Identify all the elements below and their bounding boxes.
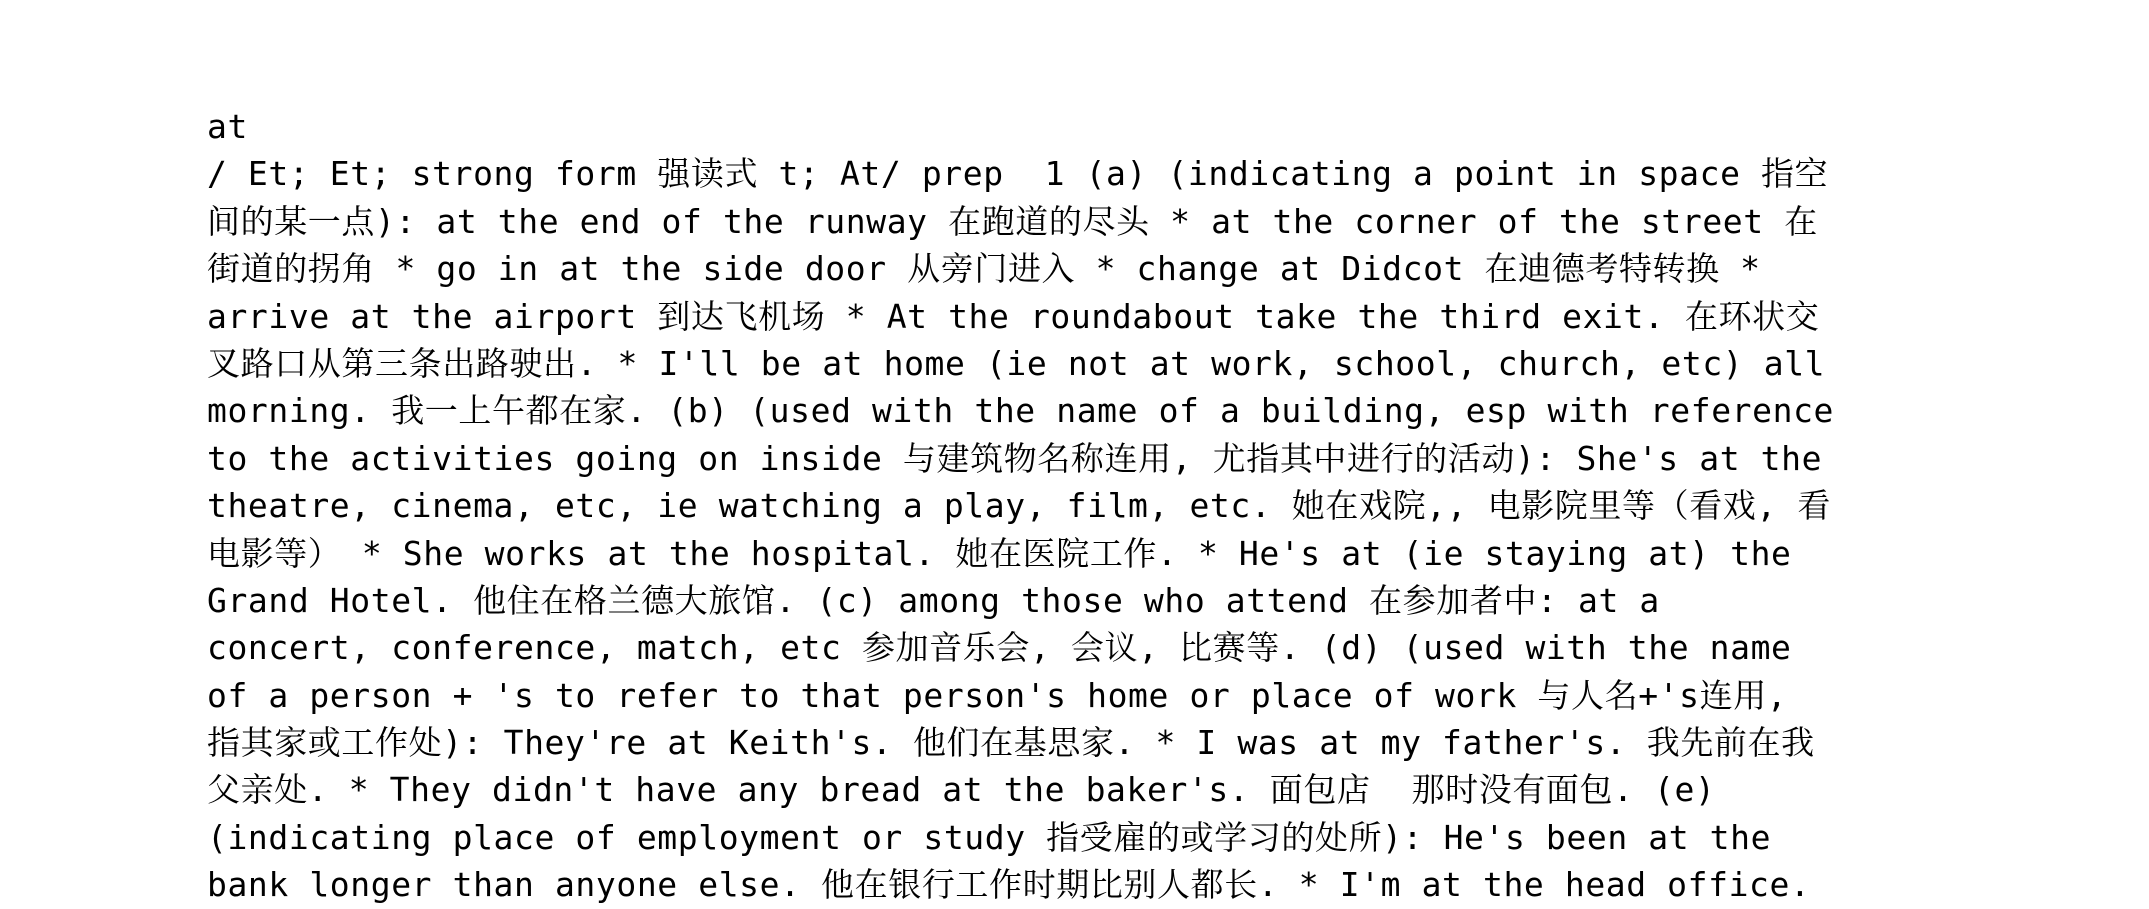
entry-line: concert, conference, match, etc 参加音乐会, 会议, 比赛等. (d) (used with the name bbox=[207, 628, 1792, 668]
entry-line: 指其家或工作处): They're at Keith's. 他们在基思家. * I was at my father's. 我先前在我 bbox=[207, 723, 1815, 763]
entry-line: Grand Hotel. 他住在格兰德大旅馆. (c) among those who attend 在参加者中: at a bbox=[207, 580, 1660, 620]
dictionary-entry bbox=[207, 103, 1967, 909]
entry-line: 父亲处. * They didn't have any bread at the baker's. 面包店 那时没有面包. (e) bbox=[207, 770, 1716, 810]
entry-line: arrive at the airport 到达飞机场 * At the roundabout take the third exit. 在环状交 bbox=[207, 296, 1820, 336]
entry-line: theatre, cinema, etc, ie watching a play, film, etc. 她在戏院,, 电影院里等（看戏, 看 bbox=[207, 486, 1831, 526]
entry-line: bank longer than anyone else. 他在银行工作时期比别人都长. * I'm at the head office. bbox=[207, 865, 1811, 905]
entry-line: 电影等） * She works at the hospital. 她在医院工作. * He's at (ie staying at) the bbox=[207, 533, 1792, 573]
entry-line: (indicating place of employment or study 指受雇的或学习的处所): He's been at the bbox=[207, 817, 1772, 857]
entry-line: of a person + 's to refer to that person's home or place of work 与人名+'s连用, bbox=[207, 675, 1788, 715]
entry-line: 叉路口从第三条出路驶出. * I'll be at home (ie not at work, school, church, etc) all bbox=[207, 343, 1826, 383]
entry-line: morning. 我一上午都在家. (b) (used with the name of a building, esp with reference bbox=[207, 391, 1835, 431]
entry-line: to the activities going on inside 与建筑物名称连用, 尤指其中进行的活动): She's at the bbox=[207, 438, 1823, 478]
entry-line: / Et; Et; strong form 强读式 t; At/ prep 1 (a) (indicating a point in space 指空 bbox=[207, 154, 1829, 194]
headword: at bbox=[207, 107, 248, 146]
entry-line: 街道的拐角 * go in at the side door 从旁门进入 * change at Didcot 在迪德考特转换 * bbox=[207, 249, 1761, 289]
entry-line: 间的某一点): at the end of the runway 在跑道的尽头 * at the corner of the street 在 bbox=[207, 201, 1818, 241]
